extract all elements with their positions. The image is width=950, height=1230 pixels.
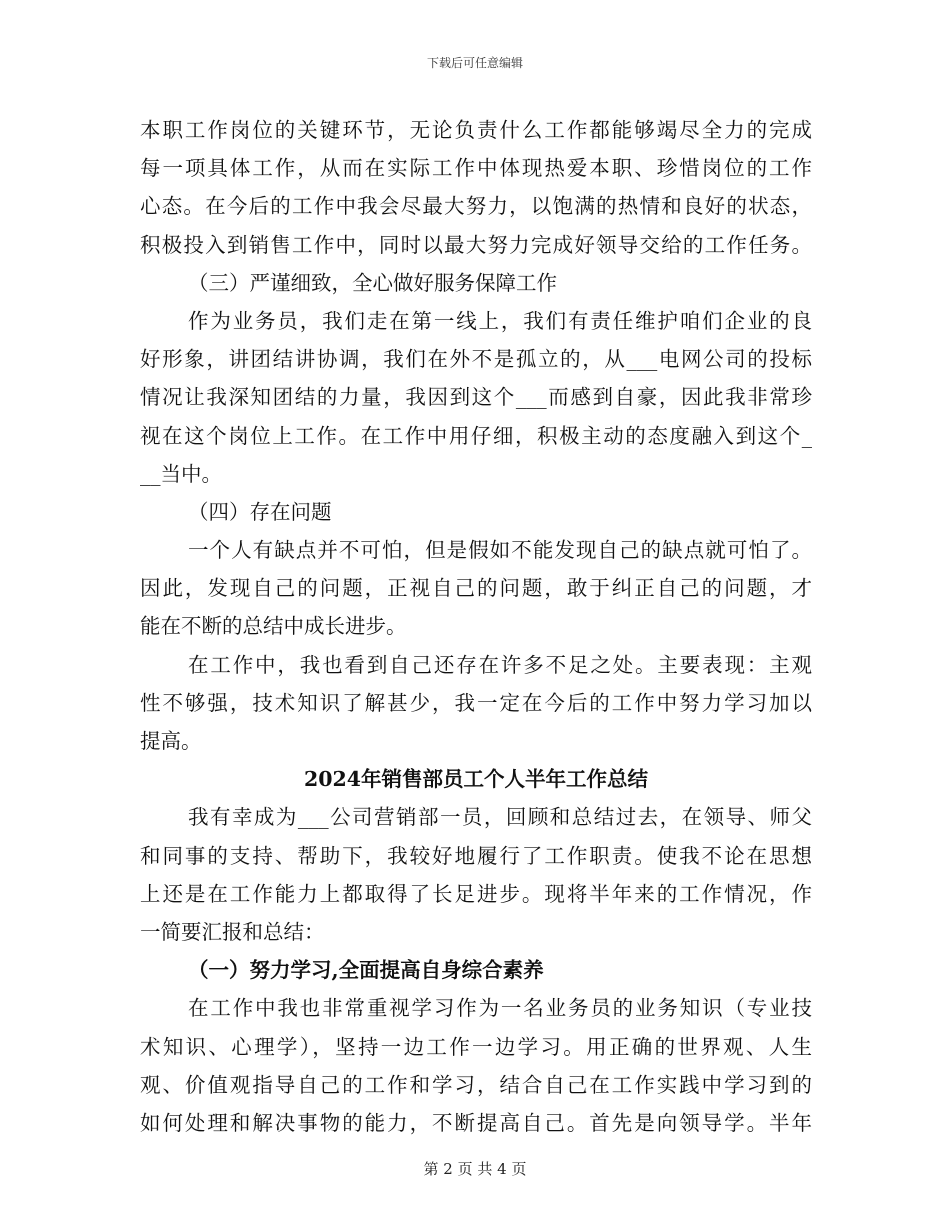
paragraph-line: 在工作中，我也看到自己还存在许多不足之处。主要表现：主观 xyxy=(188,652,812,677)
paragraph-line: 本职工作岗位的关键环节，无论负责什么工作都能够竭尽全力的完成 xyxy=(140,118,812,142)
paragraph-line: 和同事的支持、帮助下，我较好地履行了工作职责。使我不论在思想 xyxy=(140,843,812,868)
paragraph-line: 因此，发现自己的问题，正视自己的问题，敢于纠正自己的问题，才 xyxy=(140,576,812,601)
page-number: 第 2 页 共 4 页 xyxy=(423,1160,527,1178)
paragraph-line: 好形象，讲团结讲协调，我们在外不是孤立的，从___电网公司的投标 xyxy=(140,347,812,372)
document-title: 2024年销售部员工个人半年工作总结 xyxy=(303,767,649,792)
paragraph-line: 性不够强，技术知识了解甚少，我一定在今后的工作中努力学习加以 xyxy=(140,690,812,715)
paragraph-line: 提高。 xyxy=(140,729,202,753)
paragraph-line: 一简要汇报和总结： xyxy=(140,919,325,944)
paragraph-line: 能在不断的总结中成长进步。 xyxy=(140,614,407,639)
paragraph-line: 每一项具体工作，从而在实际工作中体现热爱本职、珍惜岗位的工作 xyxy=(140,156,812,181)
page-header: 下载后可任意编辑 xyxy=(426,56,523,70)
paragraph-line: 一个人有缺点并不可怕，但是假如不能发现自己的缺点就可怕了。 xyxy=(188,538,812,563)
paragraph-line: 情况让我深知团结的力量，我因到这个___而感到自豪，因此我非常珍 xyxy=(140,385,812,410)
paragraph-line: 我有幸成为___公司营销部一员，回顾和总结过去，在领导、师父 xyxy=(188,805,812,830)
paragraph-line: 上还是在工作能力上都取得了长足进步。现将半年来的工作情况，作 xyxy=(140,881,812,906)
paragraph-line: 作为业务员，我们走在第一线上，我们有责任维护咱们企业的良 xyxy=(188,308,812,333)
paragraph-line: __当中。 xyxy=(140,461,222,486)
paragraph-line: 观、价值观指导自己的工作和学习，结合自己在工作实践中学习到的 xyxy=(140,1072,812,1097)
paragraph-line: 如何处理和解决事物的能力，不断提高自己。首先是向领导学。半年 xyxy=(140,1110,812,1135)
paragraph-line: 积极投入到销售工作中，同时以最大努力完成好领导交给的工作任务。 xyxy=(140,232,812,257)
paragraph-line: 在工作中我也非常重视学习作为一名业务员的业务知识（专业技 xyxy=(188,996,812,1021)
paragraph-line: 心态。在今后的工作中我会尽最大努力，以饱满的热情和良好的状态， xyxy=(140,194,812,219)
document-body xyxy=(140,111,812,1142)
paragraph-line: 术知识、心理学），坚持一边工作一边学习。用正确的世界观、人生 xyxy=(140,1034,812,1059)
section-heading: （四）存在问题 xyxy=(188,499,332,524)
section-heading: （三）严谨细致，全心做好服务保障工作 xyxy=(188,270,557,295)
paragraph-line: 视在这个岗位上工作。在工作中用仔细，积极主动的态度融入到这个_ xyxy=(140,423,812,448)
section-heading: （一）努力学习,全面提高自身综合素养 xyxy=(188,958,544,983)
